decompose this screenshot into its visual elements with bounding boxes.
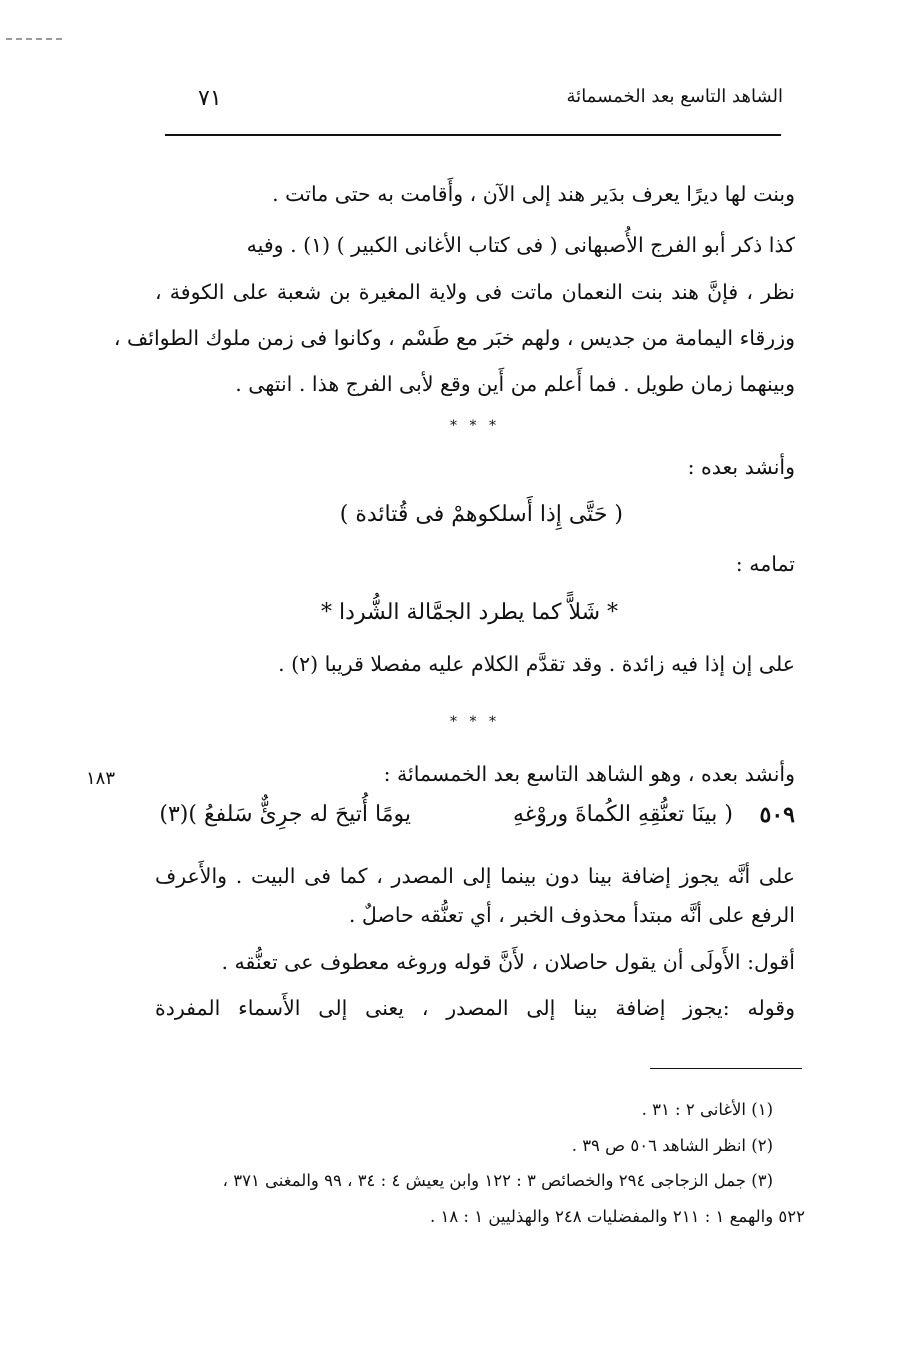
running-title: الشاهد التاسع بعد الخمسمائة [566,86,783,107]
text-line: أقول: الأَولَى أن يقول حاصلان ، لأَنَّ قوله وروغه معطوف عى تعنُّقه . [221,950,795,974]
text-line: الرفع على أنَّه مبتدأ محذوف الخبر ، أي تعنُّقه حاصلٌ . [348,903,795,927]
text-line: كذا ذكر أبو الفرج الأُصبهانى ( فى كتاب الأغانى الكبير ) (١) . وفيه [246,233,795,257]
section-intro: وأنشد بعده ، وهو الشاهد التاسع بعد الخمسمائة : [383,762,795,786]
verse-line: ( حَتَّى إِذا أَسلكوهمْ فى قُتائدة ) [339,502,623,527]
footnote: ٥٢٢ والهمع ١ : ٢١١ والمفضليات ٢٤٨ والهذليين ١ : ١٨ . [429,1207,805,1226]
footnote: (٣) جمل الزجاجى ٢٩٤ والخصائص ٣ : ١٢٢ وابن يعيش ٤ : ٣٤ ، ٩٩ والمغنى ٣٧١ ، [222,1171,773,1190]
verse-completion: * شَلاًّ كما يطرد الجمَّالة الشُّردا * [321,600,618,625]
verse-hemistich-2: يومًا أُتيحَ له جرِئٌّ سَلفعُ )(٣) [159,802,411,827]
text-line: نظر ، فإنَّ هند بنت النعمان ماتت فى ولاية المغيرة بن شعبة على الكوفة ، [155,280,795,304]
section-intro: وأنشد بعده : [687,455,795,479]
footnote: (١) الأغانى ٢ : ٣١ . [641,1100,773,1119]
text-line: وبنت لها ديرًا يعرف بدَير هند إلى الآن ، وأَقامت به حتى ماتت . [272,182,795,206]
header-rule [165,134,781,136]
margin-number: ١٨٣ [86,768,116,789]
scan-mark [6,38,62,42]
verse-hemistich-1: ( بينَا تعنُّقِهِ الكُماةَ وروْغهِ [512,802,733,827]
text-line: على أنَّه يجوز إضافة بينا دون بينما إلى المصدر ، كما فى البيت . والأَعرف [155,864,795,888]
footnote-rule [650,1068,802,1069]
text-line: وبينهما زمان طويل . فما أَعلم من أَين وقع لأبى الفرج هذا . انتهى . [235,372,795,396]
text-line: وزرقاء اليمامة من جديس ، ولهم خبَر مع طَسْم ، وكانوا فى زمن ملوك الطوائف ، [113,326,795,350]
section-separator: * * * [450,714,500,730]
footnote: (٢) انظر الشاهد ٥٠٦ ص ٣٩ . [571,1136,773,1155]
text-line: على إن إذا فيه زائدة . وقد تقدَّم الكلام عليه مفصلا قريبا (٢) . [278,652,795,676]
page-number: ٧١ [198,86,222,111]
section-separator: * * * [450,418,500,434]
verse-number: ٥٠٩ [759,802,795,828]
text-line: وقوله :يجوز إضافة بينا إلى المصدر ، يعنى إلى الأَسماء المفردة [155,996,795,1020]
tamamuh-label: تمامه : [735,552,795,576]
